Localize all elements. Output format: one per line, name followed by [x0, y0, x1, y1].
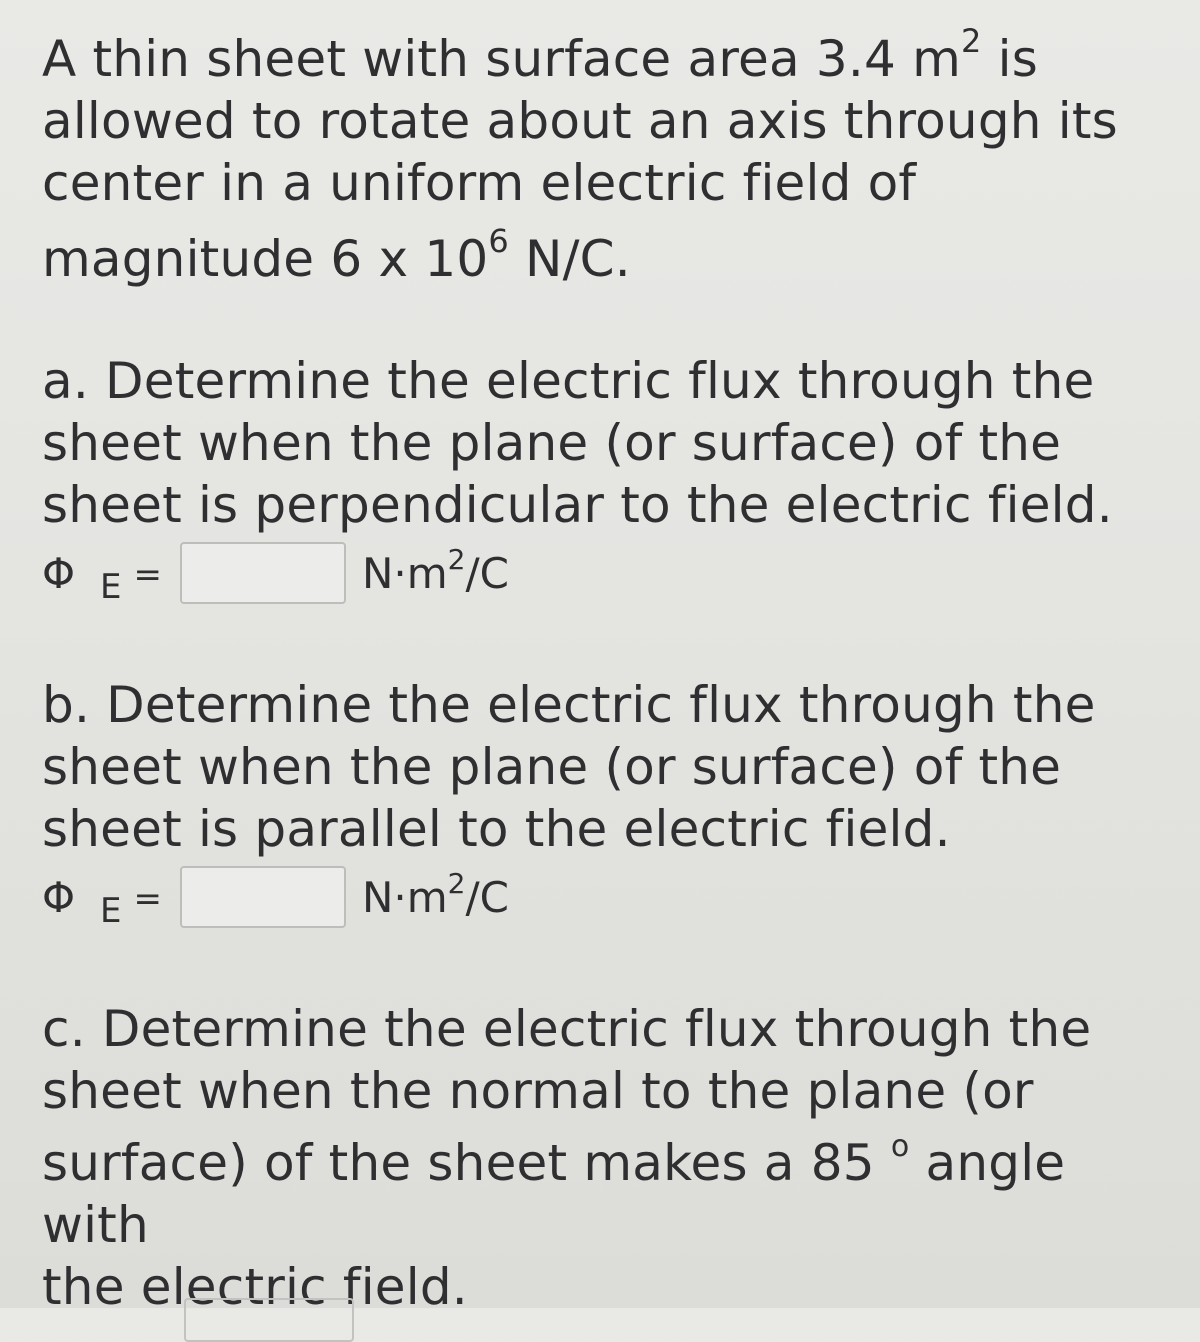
- unit-label-b: [361, 866, 509, 922]
- answer-row-a: [42, 538, 1162, 608]
- question-c-line-3: [42, 1129, 1162, 1256]
- question-a: [42, 350, 1162, 608]
- problem-intro: [42, 22, 1162, 290]
- equals-sign: =: [133, 555, 162, 595]
- intro-line-4: [42, 222, 1162, 290]
- answer-input-c[interactable]: [184, 1298, 354, 1342]
- unit-b-post: /C: [465, 872, 509, 922]
- question-b-line-2: sheet when the plane (or surface) of the: [42, 738, 1062, 796]
- phi-subscript: E: [100, 891, 122, 931]
- unit-label-a: [361, 542, 509, 598]
- answer-row-c-cutoff: [42, 1290, 642, 1320]
- answer-input-a[interactable]: [180, 542, 346, 604]
- question-b-line-1: b. Determine the electric flux through the: [42, 676, 1096, 734]
- intro-line-4-post: N/C.: [508, 230, 631, 288]
- question-c-line-1: c. Determine the electric flux through the: [42, 1000, 1092, 1058]
- intro-line-1-text: A thin sheet with surface area 3.4 m: [42, 30, 961, 88]
- unit-a-sup: 2: [447, 542, 466, 576]
- phi-symbol: Φ: [42, 548, 76, 598]
- unit-b-text: N·m: [361, 872, 448, 922]
- question-c-line-4: the electric field.: [42, 1258, 468, 1316]
- question-c-text: [42, 998, 1162, 1318]
- question-a-line-3: sheet is perpendicular to the electric field.: [42, 476, 1113, 534]
- answer-input-b[interactable]: [180, 866, 346, 928]
- problem-content: [42, 22, 1162, 1318]
- unit-a-text: N·m: [361, 548, 448, 598]
- question-b-line-3: sheet is parallel to the electric field.: [42, 800, 951, 858]
- intro-line-4-text: magnitude 6 x 10: [42, 230, 489, 288]
- question-c-line-3-text: surface) of the sheet makes a 85: [42, 1134, 891, 1192]
- intro-line-4-sup: 6: [488, 222, 509, 261]
- question-a-line-1: a. Determine the electric flux through the: [42, 352, 1095, 410]
- question-c: [42, 998, 1162, 1318]
- unit-b-sup: 2: [447, 866, 466, 900]
- intro-line-3: center in a uniform electric field of: [42, 154, 917, 212]
- question-c-line-2: sheet when the normal to the plane (or: [42, 1062, 1034, 1120]
- question-a-text: [42, 350, 1162, 536]
- intro-line-2: allowed to rotate about an axis through its: [42, 92, 1118, 150]
- question-c-line-3-post: angle with: [42, 1134, 1066, 1254]
- degree-symbol: o: [890, 1129, 910, 1165]
- question-b-text: [42, 674, 1162, 860]
- phi-subscript: E: [100, 567, 122, 607]
- intro-line-1-post: is: [981, 30, 1038, 88]
- intro-line-1-sup: 2: [961, 22, 982, 61]
- phi-symbol: Φ: [42, 872, 76, 922]
- unit-a-post: /C: [465, 548, 509, 598]
- question-a-line-2: sheet when the plane (or surface) of the: [42, 414, 1062, 472]
- question-b: [42, 674, 1162, 932]
- answer-row-b: [42, 862, 1162, 932]
- equals-sign: =: [133, 879, 162, 919]
- intro-line-1: [42, 22, 1162, 90]
